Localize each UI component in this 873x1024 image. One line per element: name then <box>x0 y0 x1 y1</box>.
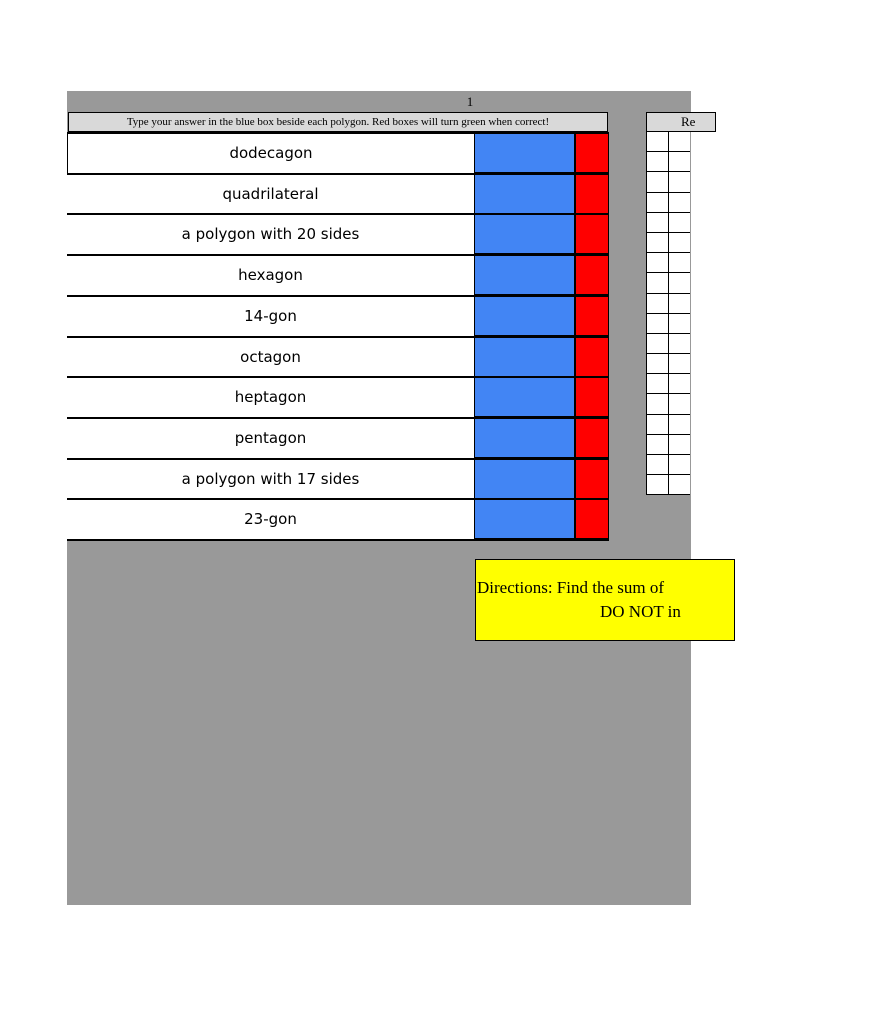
directions-line-1: Directions: Find the sum of <box>477 578 664 597</box>
status-indicator <box>575 295 609 336</box>
grid-cell[interactable] <box>668 172 690 192</box>
grid-cell[interactable] <box>646 354 668 374</box>
grid-row <box>646 475 691 495</box>
status-indicator <box>575 173 609 214</box>
grid-cell[interactable] <box>646 334 668 354</box>
table-bottom-border <box>67 539 609 541</box>
answer-input[interactable] <box>474 498 575 539</box>
grid-row <box>646 213 691 233</box>
directions-line-2: DO NOT in <box>600 602 681 621</box>
grid-cell[interactable] <box>668 415 690 435</box>
instructions-banner: Type your answer in the blue box beside each polygon. Red boxes will turn green when correct! <box>68 112 608 132</box>
grid-cell[interactable] <box>668 193 690 213</box>
grid-row <box>646 455 691 475</box>
grid-cell[interactable] <box>646 475 668 495</box>
polygon-name: a polygon with 17 sides <box>67 458 474 499</box>
grid-cell[interactable] <box>646 374 668 394</box>
answer-input[interactable] <box>474 213 575 254</box>
sheet-number: 1 <box>466 94 474 109</box>
side-grid <box>646 132 691 495</box>
polygon-name: 23-gon <box>67 498 474 539</box>
table-row <box>67 336 609 377</box>
grid-row <box>646 273 691 293</box>
grid-cell[interactable] <box>668 435 690 455</box>
polygon-name: pentagon <box>67 417 474 458</box>
grid-row <box>646 233 691 253</box>
table-row <box>67 213 609 254</box>
grid-row <box>646 334 691 354</box>
polygon-name: dodecagon <box>67 132 474 173</box>
grid-cell[interactable] <box>646 394 668 414</box>
grid-cell[interactable] <box>646 415 668 435</box>
grid-cell[interactable] <box>668 475 690 495</box>
answer-input[interactable] <box>474 458 575 499</box>
status-indicator <box>575 376 609 417</box>
grid-row <box>646 132 691 152</box>
worksheet <box>67 91 696 905</box>
answer-input[interactable] <box>474 295 575 336</box>
grid-cell[interactable] <box>668 455 690 475</box>
answer-input[interactable] <box>474 132 575 173</box>
grid-cell[interactable] <box>668 334 690 354</box>
grid-row <box>646 314 691 334</box>
grid-cell[interactable] <box>668 394 690 414</box>
grid-row <box>646 172 691 192</box>
polygon-name: octagon <box>67 336 474 377</box>
directions-box <box>475 559 735 641</box>
status-indicator <box>575 458 609 499</box>
polygon-name: 14-gon <box>67 295 474 336</box>
grid-cell[interactable] <box>668 273 690 293</box>
grid-cell[interactable] <box>668 374 690 394</box>
grid-cell[interactable] <box>646 213 668 233</box>
grid-cell[interactable] <box>646 253 668 273</box>
answer-input[interactable] <box>474 376 575 417</box>
table-row <box>67 254 609 295</box>
grid-cell[interactable] <box>668 314 690 334</box>
grid-cell[interactable] <box>646 152 668 172</box>
grid-cell[interactable] <box>668 354 690 374</box>
answer-input[interactable] <box>474 254 575 295</box>
grid-cell[interactable] <box>646 273 668 293</box>
answer-input[interactable] <box>474 173 575 214</box>
grid-row <box>646 415 691 435</box>
grid-row <box>646 354 691 374</box>
grid-cell[interactable] <box>646 233 668 253</box>
side-table-header: Re <box>646 112 716 132</box>
grid-cell[interactable] <box>646 455 668 475</box>
grid-cell[interactable] <box>668 213 690 233</box>
grid-row <box>646 152 691 172</box>
grid-row <box>646 435 691 455</box>
table-row <box>67 132 609 173</box>
table-row <box>67 417 609 458</box>
table-row <box>67 376 609 417</box>
answer-input[interactable] <box>474 336 575 377</box>
polygon-name: quadrilateral <box>67 173 474 214</box>
table-row <box>67 295 609 336</box>
status-indicator <box>575 213 609 254</box>
answer-input[interactable] <box>474 417 575 458</box>
grid-cell[interactable] <box>646 172 668 192</box>
grid-cell[interactable] <box>668 233 690 253</box>
table-row <box>67 498 609 539</box>
status-indicator <box>575 132 609 173</box>
grid-cell[interactable] <box>646 193 668 213</box>
status-indicator <box>575 498 609 539</box>
grid-row <box>646 394 691 414</box>
grid-row <box>646 193 691 213</box>
grid-cell[interactable] <box>668 294 690 314</box>
polygon-name: hexagon <box>67 254 474 295</box>
table-row <box>67 173 609 214</box>
grid-cell[interactable] <box>668 152 690 172</box>
grid-cell[interactable] <box>646 294 668 314</box>
grid-cell[interactable] <box>646 314 668 334</box>
status-indicator <box>575 254 609 295</box>
grid-row <box>646 253 691 273</box>
grid-row <box>646 294 691 314</box>
polygon-name: heptagon <box>67 376 474 417</box>
status-indicator <box>575 336 609 377</box>
grid-cell[interactable] <box>646 132 668 152</box>
grid-cell[interactable] <box>646 435 668 455</box>
grid-cell[interactable] <box>668 132 690 152</box>
grid-cell[interactable] <box>668 253 690 273</box>
grid-row <box>646 374 691 394</box>
polygon-name: a polygon with 20 sides <box>67 213 474 254</box>
table-row <box>67 458 609 499</box>
status-indicator <box>575 417 609 458</box>
